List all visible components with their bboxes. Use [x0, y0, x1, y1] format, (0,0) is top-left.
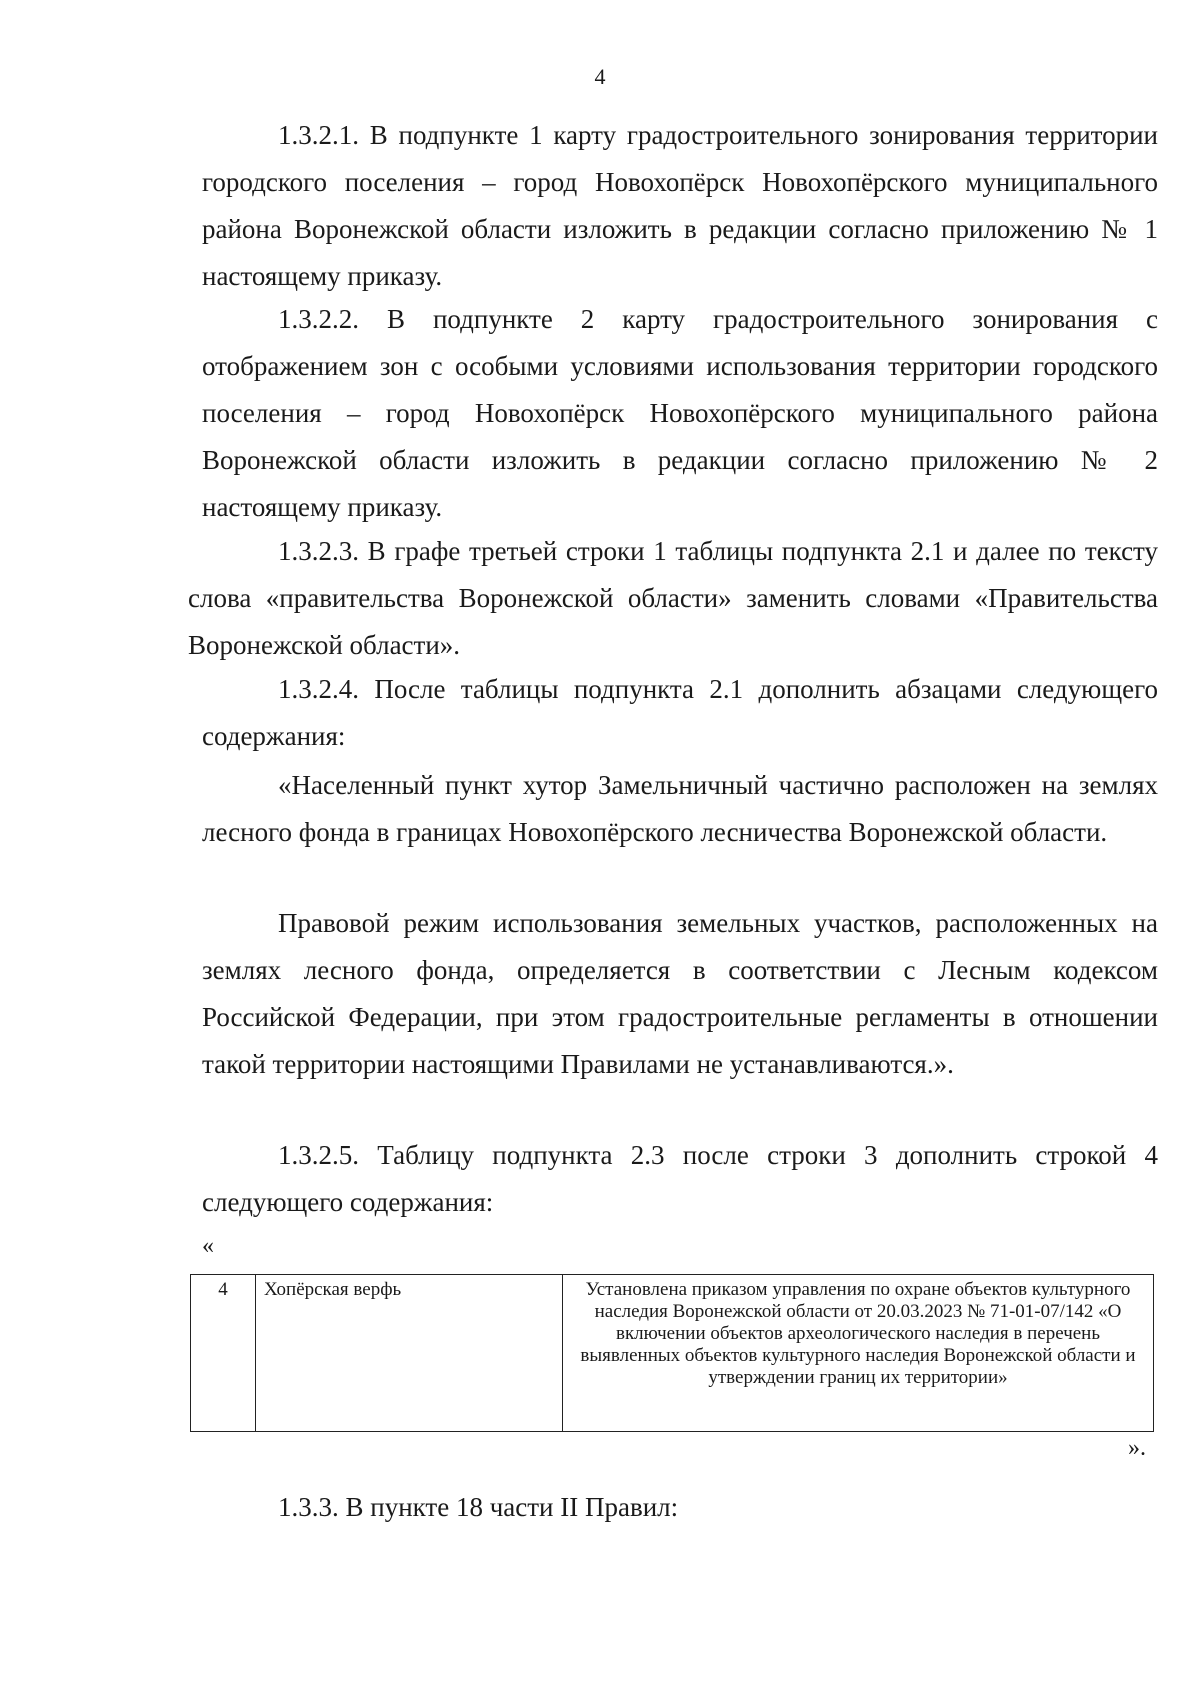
table-cell-description: Установлена приказом управления по охране объектов культурного наследия Воронежской области от 20.03.2023 № 71-01-07/142 «О включении объектов археологического наследия в перечень выявленных объектов культурного наследия Воронежской области и утверждении границ их территории» [563, 1275, 1154, 1432]
quote-close-mark: ». [1128, 1435, 1146, 1461]
table-row [191, 1275, 1154, 1432]
inserted-table [190, 1274, 1154, 1432]
paragraph-1-3-2-4: 1.3.2.4. После таблицы подпункта 2.1 дополнить абзацами следующего содержания: [202, 674, 1158, 751]
paragraph-1-3-2-5: 1.3.2.5. Таблицу подпункта 2.3 после строки 3 дополнить строкой 4 следующего содержания: [202, 1140, 1158, 1217]
paragraph-legal-regime: Правовой режим использования земельных участков, расположенных на землях лесного фонда, определяется в соответствии с Лесным кодексом Российской Федерации, при этом градостроительные регламенты в отношении такой территории настоящими Правилами не устанавливаются.». [202, 908, 1158, 1079]
paragraph-1-3-3: 1.3.3. В пункте 18 части II Правил: [278, 1492, 679, 1522]
quote-open-mark: « [202, 1233, 214, 1259]
table-cell-number: 4 [191, 1275, 256, 1432]
page-number: 4 [594, 64, 606, 89]
paragraph-1-3-2-3: 1.3.2.3. В графе третьей строки 1 таблицы подпункта 2.1 и далее по тексту слова «правительства Воронежской области» заменить словами «Правительства Воронежской области». [188, 536, 1158, 660]
paragraph-quoted-settlement: «Населенный пункт хутор Замельничный частично расположен на землях лесного фонда в границах Новохопёрского лесничества Воронежской области. [202, 770, 1158, 847]
paragraph-1-3-2-2: 1.3.2.2. В подпункте 2 карту градостроительного зонирования с отображением зон с особыми условиями использования территории городского поселения – город Новохопёрск Новохопёрского муниципального района Воронежской области изложить в редакции согласно приложению № 2 настоящему приказу. [202, 304, 1158, 522]
table-cell-object-name: Хопёрская верфь [256, 1275, 563, 1432]
paragraph-1-3-2-1: 1.3.2.1. В подпункте 1 карту градостроительного зонирования территории городского поселения – город Новохопёрск Новохопёрского муниципального района Воронежской области изложить в редакции согласно приложению № 1 настоящему приказу. [202, 120, 1158, 291]
